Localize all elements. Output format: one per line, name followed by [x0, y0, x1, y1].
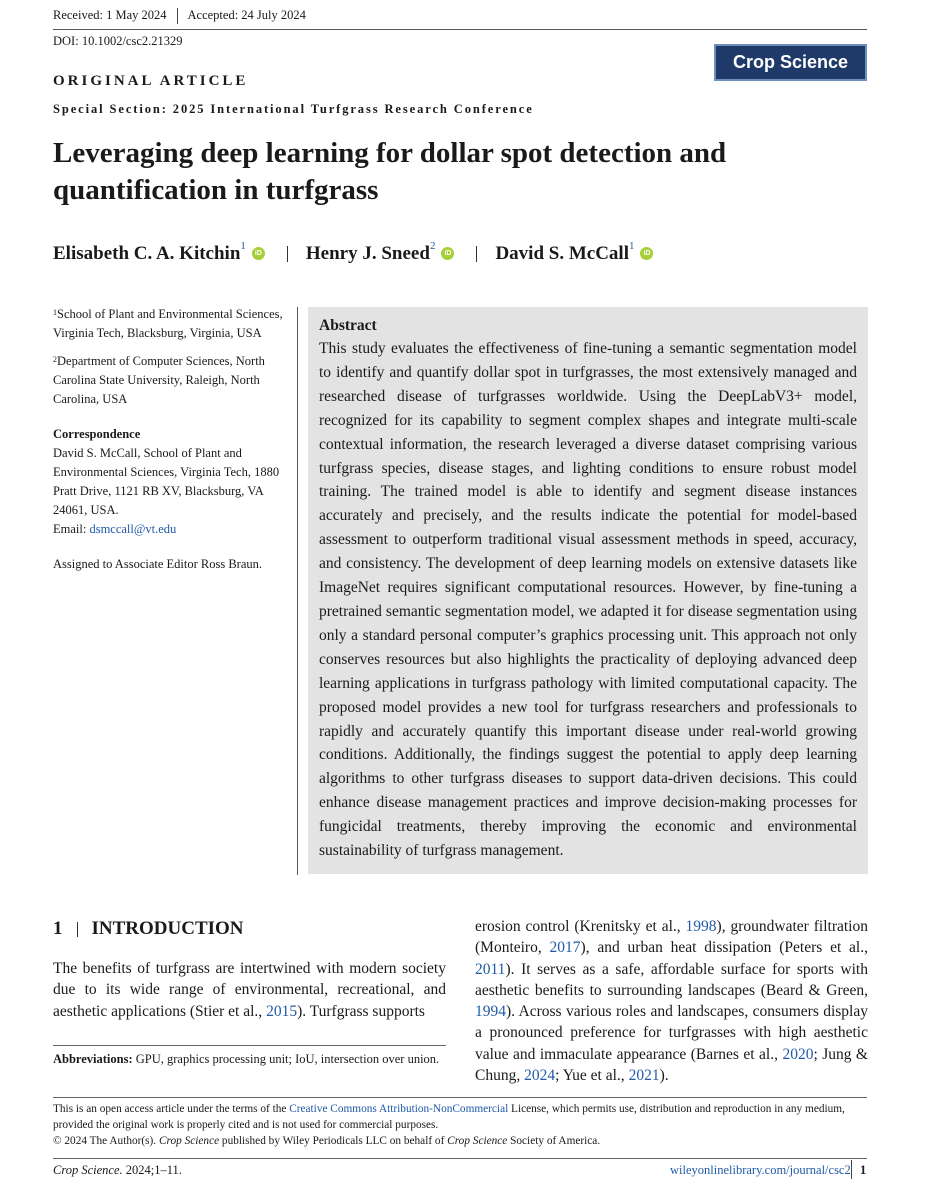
- article-dates: [53, 8, 306, 24]
- correspondence-text: David S. McCall, School of Plant and Environmental Sciences, Virginia Tech, 1880 Pratt Drive, 1121 RB XV, Blacksburg, VA 24061, USA.: [53, 446, 280, 517]
- orcid-icon[interactable]: iD: [441, 247, 454, 260]
- orcid-icon[interactable]: iD: [640, 247, 653, 260]
- intro-text: ). Turfgrass supports: [297, 1002, 425, 1020]
- journal-url[interactable]: wileyonlinelibrary.com/journal/csc2: [670, 1163, 851, 1177]
- received-date: Received: 1 May 2024: [53, 8, 167, 22]
- special-section: Special Section: 2025 International Turfgrass Research Conference: [53, 102, 534, 116]
- author-list: [53, 240, 653, 265]
- citation-link[interactable]: 1998: [685, 918, 717, 935]
- intro-text: ).: [659, 1067, 669, 1085]
- copyright-post: Society of America.: [507, 1135, 601, 1147]
- journal-citation: [53, 1163, 182, 1178]
- intro-text: ), groundwater filtration (Monteiro,: [475, 918, 868, 957]
- email-link[interactable]: dsmccall@vt.edu: [89, 522, 177, 536]
- copyright: [53, 1133, 868, 1149]
- abbreviations: [53, 1050, 446, 1068]
- footer-rule: [53, 1158, 867, 1159]
- intro-paragraph-right: [475, 916, 868, 1086]
- author[interactable]: [495, 240, 635, 265]
- heading-separator: [77, 922, 78, 937]
- author-affiliation[interactable]: 1: [628, 240, 635, 252]
- abbreviations-text: GPU, graphics processing unit; IoU, intersection over union.: [135, 1052, 440, 1066]
- copyright-journal: Crop Science: [447, 1135, 508, 1147]
- affiliation-text: Department of Computer Sciences, North Carolina State University, Raleigh, North Carolina, USA: [53, 354, 265, 406]
- article-title: Leveraging deep learning for dollar spot detection and quantification in turfgrass: [53, 137, 727, 206]
- copyright-mid: published by Wiley Periodicals LLC on behalf of: [219, 1135, 448, 1147]
- license-note: [53, 1101, 868, 1149]
- citation-link[interactable]: 2021: [628, 1067, 660, 1085]
- affiliation: [53, 305, 298, 343]
- citation-link[interactable]: 1994: [475, 1003, 506, 1021]
- citation-link[interactable]: 2017: [549, 939, 581, 957]
- citation-text: 2024;1–11.: [122, 1163, 182, 1177]
- intro-paragraph-left: [53, 958, 446, 1022]
- correspondence-email: [53, 520, 298, 539]
- license-link[interactable]: Creative Commons Attribution-NonCommercial: [289, 1103, 509, 1115]
- column-divider: [297, 307, 298, 875]
- author-name: David S. McCall: [495, 243, 629, 264]
- copyright-pre: © 2024 The Author(s).: [53, 1135, 159, 1147]
- journal-name: Crop Science.: [53, 1163, 123, 1177]
- citation-link[interactable]: 2020: [782, 1045, 814, 1063]
- intro-text: ; Jung & Chung,: [475, 1045, 868, 1085]
- intro-text: ), and urban heat dissipation (Peters et al.,: [580, 939, 868, 957]
- email-label: Email:: [53, 522, 87, 536]
- doi: DOI: 10.1002/csc2.21329: [53, 34, 183, 48]
- orcid-icon[interactable]: iD: [252, 247, 265, 260]
- author-name: Henry J. Sneed: [305, 243, 430, 264]
- affiliation: [53, 352, 298, 409]
- date-separator: [177, 8, 178, 24]
- page-number: 1: [860, 1163, 867, 1177]
- affiliation-number: 2: [53, 355, 57, 364]
- intro-text: ; Yue et al.,: [555, 1067, 629, 1085]
- section-number: 1: [53, 918, 63, 939]
- section-title: INTRODUCTION: [91, 918, 244, 939]
- citation-link[interactable]: 2024: [524, 1067, 556, 1085]
- abbreviations-rule: [53, 1045, 446, 1046]
- correspondence-heading: Correspondence: [53, 427, 141, 441]
- page-separator: [851, 1160, 852, 1179]
- license-rule: [53, 1097, 867, 1098]
- license-text: [53, 1101, 868, 1133]
- citation-link[interactable]: 2015: [266, 1002, 298, 1020]
- license-pre: This is an open access article under the terms of the: [53, 1103, 290, 1115]
- intro-text: ). It serves as a safe, affordable surface for sports with aesthetic benefits to surrounding landscapes (Beard & Green,: [475, 960, 868, 999]
- citation-link[interactable]: 2011: [475, 960, 506, 978]
- section-heading: [53, 918, 244, 940]
- intro-text: ). Across various roles and landscapes, consumers display a pronounced preference for turfgrasses with high aesthetic value and immaculate appearance (Barnes et al.,: [475, 1003, 868, 1063]
- copyright-journal: Crop Science: [158, 1135, 220, 1147]
- license-post: License, which permits use, distribution and reproduction in any medium, provided the original work is properly cited and is not used for commercial purposes.: [53, 1103, 845, 1131]
- intro-text: The benefits of turfgrass are intertwined with modern society due to its wide range of environmental, recreational, and aesthetic applications (Stier et al.,: [53, 960, 446, 1020]
- sidebar-info: [53, 305, 298, 574]
- author-separator: [287, 246, 288, 262]
- author-name: Elisabeth C. A. Kitchin: [53, 243, 241, 264]
- header-rule: [53, 29, 867, 30]
- abstract-box: [308, 307, 868, 874]
- author-affiliation[interactable]: 2: [429, 240, 436, 252]
- intro-text: erosion control (Krenitsky et al.,: [475, 918, 686, 935]
- editor-note: Assigned to Associate Editor Ross Braun.: [53, 557, 263, 571]
- article-type: ORIGINAL ARTICLE: [53, 73, 249, 89]
- author[interactable]: [305, 240, 436, 265]
- abstract-heading: Abstract: [319, 317, 377, 334]
- abstract-text: This study evaluates the effectiveness of fine-tuning a semantic segmentation model to identify and quantify dollar spot in turfgrasses, the most extensively managed and researched disease of turfgrasses worldwide. Using the DeepLabV3+ model, recognized for its capability to segment complex shapes and integrate multi-scale contextual information, the research leveraged a diverse dataset comprising various turfgrass species, disease stages, and lighting conditions to ensure robust model training. The trained model is able to identify and segment disease instances accurately and precisely, and the results indicate the potential for model-based assessment to outperform traditional visual assessment methods in speed, accuracy, and consistency. The development of deep learning models on extensive datasets like ImageNet requires significant computational resources. However, by fine-tuning a pretrained semantic segmentation model, we adapted it for disease segmentation using only a standard personal computer’s graphics processing unit. This approach not only conserves resources but also highlights the practicality of deploying advanced deep learning applications in turfgrass pathology with limited computational capacity. The proposed model provides a new tool for turfgrass researchers and professionals to rapidly and accurately quantify this important disease under real-world growing conditions. Additionally, the findings suggest the potential to apply deep learning algorithms to other turfgrass diseases to support data-driven decisions. This could enhance disease management practices and improve decision-making processes for fungicidal treatments, thereby improving the economic and environmental sustainability of turfgrass management.: [319, 340, 857, 860]
- journal-badge[interactable]: Crop Science: [714, 44, 867, 81]
- accepted-date: Accepted: 24 July 2024: [187, 8, 306, 22]
- affiliation-number: 1: [53, 308, 57, 317]
- author-separator: [476, 246, 477, 262]
- author[interactable]: [53, 240, 246, 265]
- author-affiliation[interactable]: 1: [240, 240, 246, 252]
- abbreviations-label: Abbreviations:: [53, 1052, 133, 1066]
- affiliation-text: School of Plant and Environmental Sciences, Virginia Tech, Blacksburg, Virginia, USA: [53, 307, 283, 340]
